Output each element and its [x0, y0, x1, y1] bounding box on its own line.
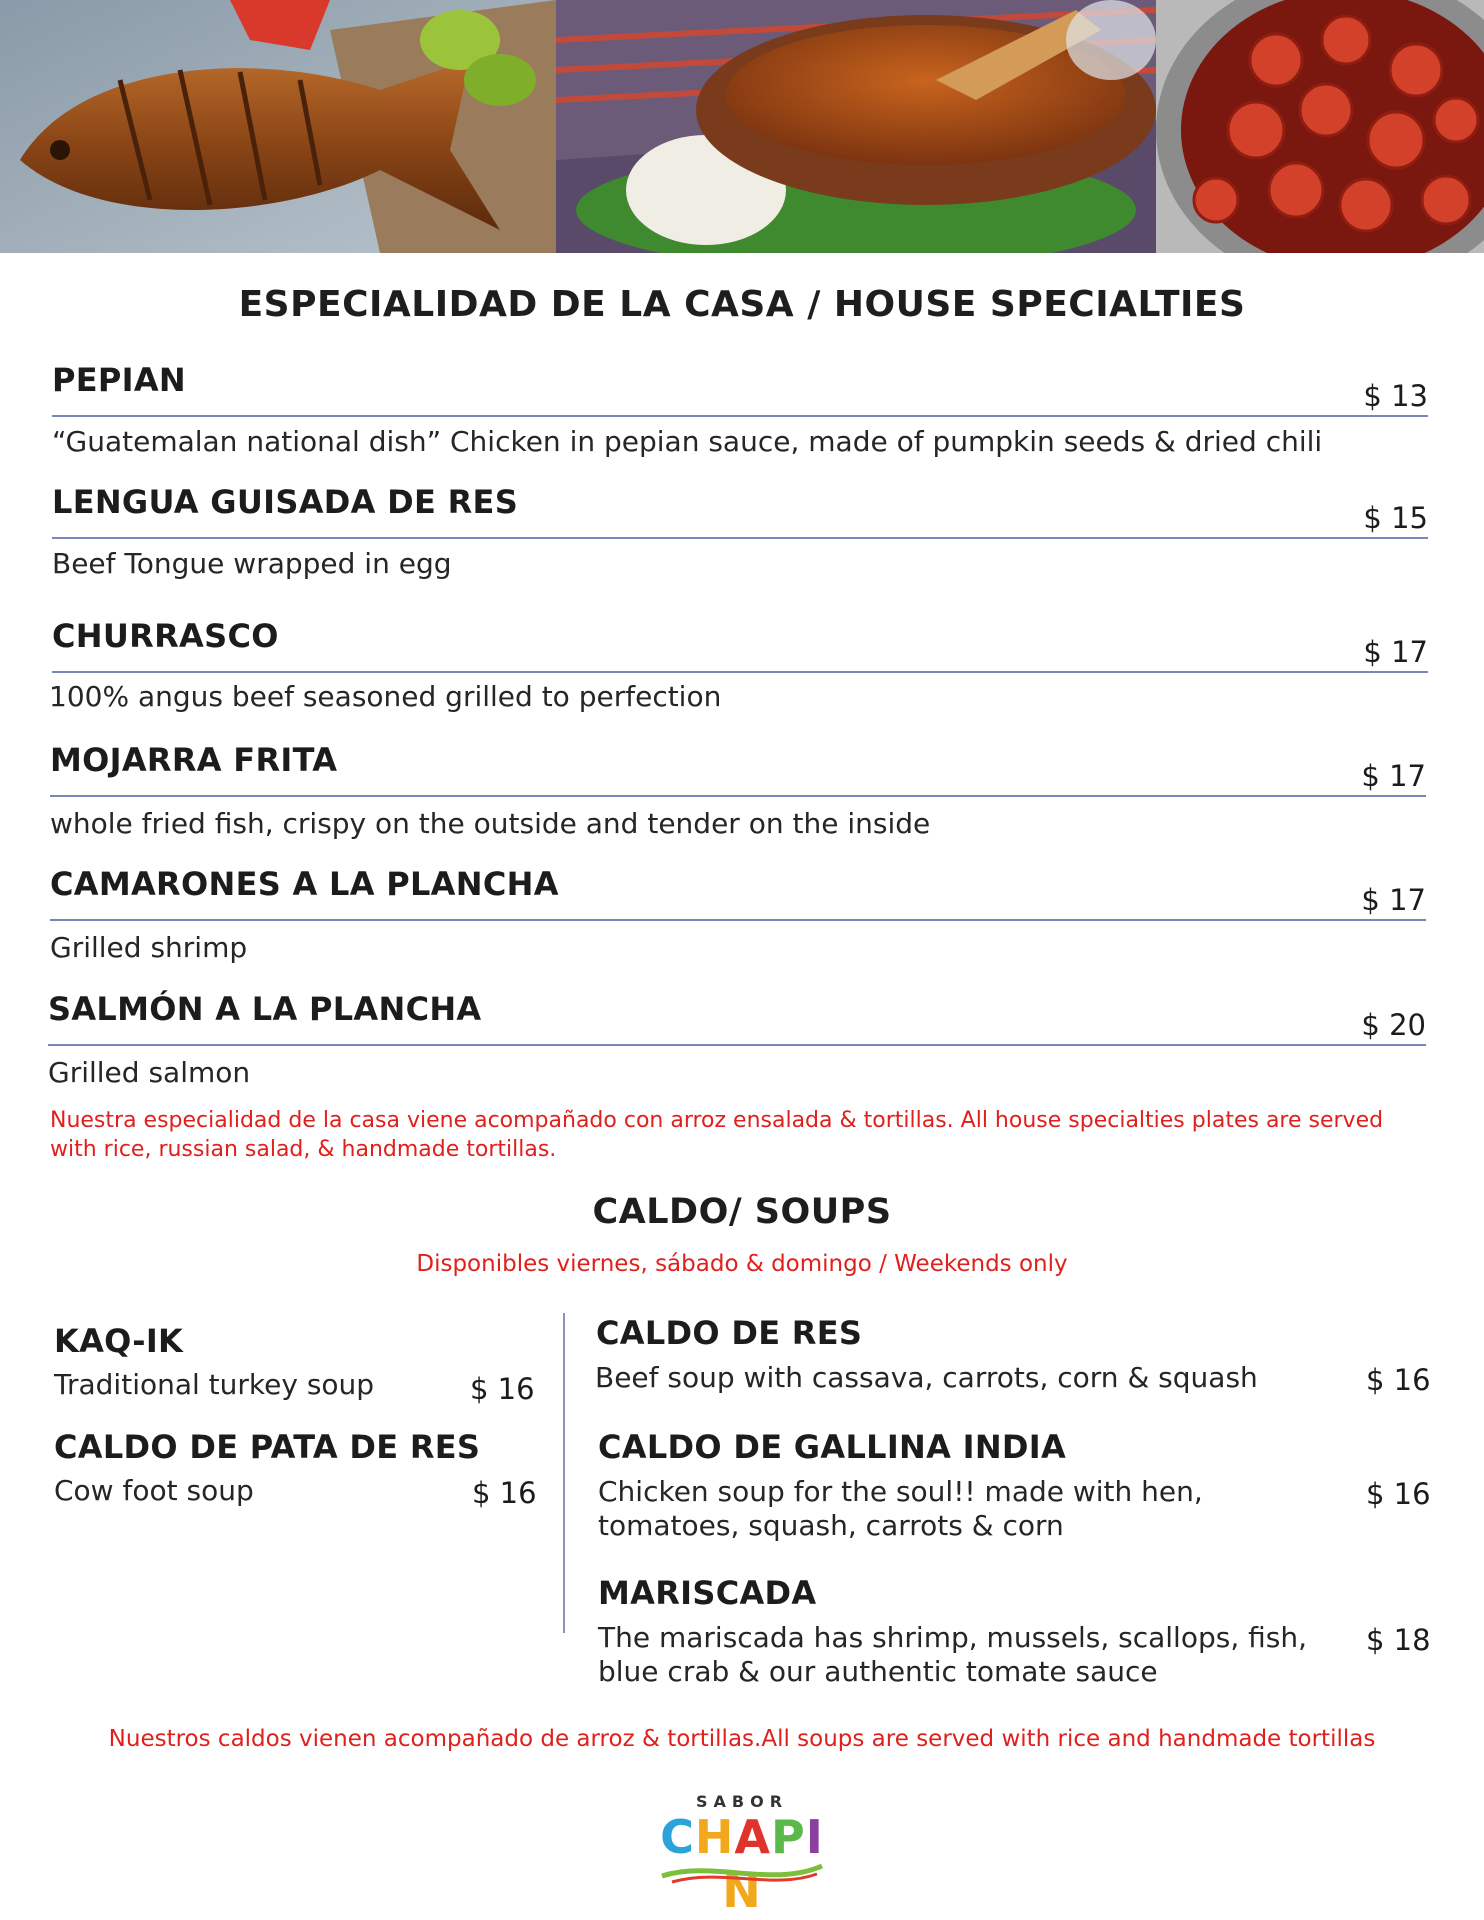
- shrimp-pan-photo: [1156, 0, 1484, 253]
- soup-price: $ 18: [1366, 1623, 1431, 1657]
- menu-item-description: 100% angus beef seasoned grilled to perfection: [49, 680, 722, 713]
- logo-letter: C: [660, 1810, 695, 1864]
- menu-item-pepian: [52, 357, 1428, 458]
- menu-item-description: Grilled salmon: [48, 1056, 251, 1089]
- soup-price: $ 16: [1366, 1363, 1431, 1397]
- menu-item-price: $ 17: [1361, 883, 1426, 917]
- soups-note: Nuestros caldos vienen acompañado de arroz & tortillas.All soups are served with rice and handmade tortillas: [108, 1726, 1376, 1752]
- sabor-chapin-logo: [652, 1792, 832, 1918]
- menu-item-description: whole fried fish, crispy on the outside and tender on the inside: [50, 807, 931, 840]
- menu-item-price: $ 15: [1363, 501, 1428, 535]
- menu-item-description: “Guatemalan national dish” Chicken in pepian sauce, made of pumpkin seeds & dried chili: [52, 425, 1323, 458]
- soup-price: $ 16: [470, 1372, 535, 1406]
- menu-item-price: $ 17: [1361, 759, 1426, 793]
- specialties-title: ESPECIALIDAD DE LA CASA / HOUSE SPECIALTIES: [238, 284, 1246, 325]
- logo-letter: N: [722, 1864, 762, 1918]
- soup-description: Chicken soup for the soul!! made with hen, tomatoes, squash, carrots & corn: [598, 1475, 1203, 1542]
- menu-item-name: CAMARONES A LA PLANCHA: [50, 865, 559, 903]
- logo-letter: I: [805, 1810, 824, 1864]
- soup-name-mariscada: MARISCADA: [598, 1574, 817, 1612]
- menu-item-name: SALMÓN A LA PLANCHA: [48, 990, 482, 1028]
- menu-item-header: [52, 357, 1428, 417]
- soup-name-gallina-india: CALDO DE GALLINA INDIA: [598, 1428, 1067, 1466]
- soup-description: Cow foot soup: [54, 1474, 254, 1507]
- logo-top-text: SABOR: [695, 1792, 789, 1811]
- menu-item-churrasco: [49, 613, 1428, 713]
- menu-item-header: [50, 737, 1426, 797]
- menu-item-name: LENGUA GUISADA DE RES: [52, 483, 519, 521]
- soup-bowl-photo: [556, 0, 1156, 253]
- menu-item-price: $ 13: [1363, 379, 1428, 413]
- soup-price: $ 16: [472, 1476, 537, 1510]
- logo-letter: H: [694, 1810, 735, 1864]
- logo-swoosh-icon: [652, 1858, 832, 1888]
- fried-fish-photo: [0, 0, 556, 253]
- menu-item-description: Beef Tongue wrapped in egg: [52, 547, 452, 580]
- menu-item-header: [48, 986, 1426, 1046]
- soup-description: Traditional turkey soup: [54, 1368, 375, 1401]
- menu-item-header: [50, 861, 1426, 921]
- soup-name-caldo-de-res: CALDO DE RES: [596, 1314, 863, 1352]
- soup-name-kaqik: KAQ-IK: [54, 1322, 184, 1360]
- menu-item-price: $ 20: [1361, 1008, 1426, 1042]
- menu-item-lengua: [52, 479, 1428, 580]
- menu-item-name: PEPIAN: [52, 361, 187, 399]
- soups-title: CALDO/ SOUPS: [592, 1192, 892, 1232]
- photo-banner: [0, 0, 1484, 253]
- menu-item-camarones: [50, 861, 1426, 964]
- soup-description: The mariscada has shrimp, mussels, scallops, fish, blue crab & our authentic tomate sauce: [598, 1621, 1307, 1688]
- soups-divider: [563, 1313, 565, 1633]
- logo-letter: P: [771, 1810, 806, 1864]
- menu-item-header: [52, 479, 1428, 539]
- menu-item-salmon: [48, 986, 1426, 1089]
- menu-item-name: MOJARRA FRITA: [50, 741, 338, 779]
- menu-item-mojarra: [50, 737, 1426, 840]
- menu-item-name: CHURRASCO: [52, 617, 279, 655]
- soup-description: Beef soup with cassava, carrots, corn & squash: [595, 1361, 1258, 1394]
- menu-item-price: $ 17: [1363, 635, 1428, 669]
- soups-availability: Disponibles viernes, sábado & domingo / Weekends only: [416, 1251, 1068, 1277]
- logo-letter: A: [734, 1810, 772, 1864]
- menu-item-description: Grilled shrimp: [50, 931, 248, 964]
- menu-item-header: [52, 613, 1428, 673]
- soup-name-pata-de-res: CALDO DE PATA DE RES: [54, 1428, 481, 1466]
- soup-price: $ 16: [1366, 1477, 1431, 1511]
- specialties-note: Nuestra especialidad de la casa viene acompañado con arroz ensalada & tortillas. All house specialties plates are served with rice, russian salad, & handmade tortillas.: [50, 1108, 1384, 1162]
